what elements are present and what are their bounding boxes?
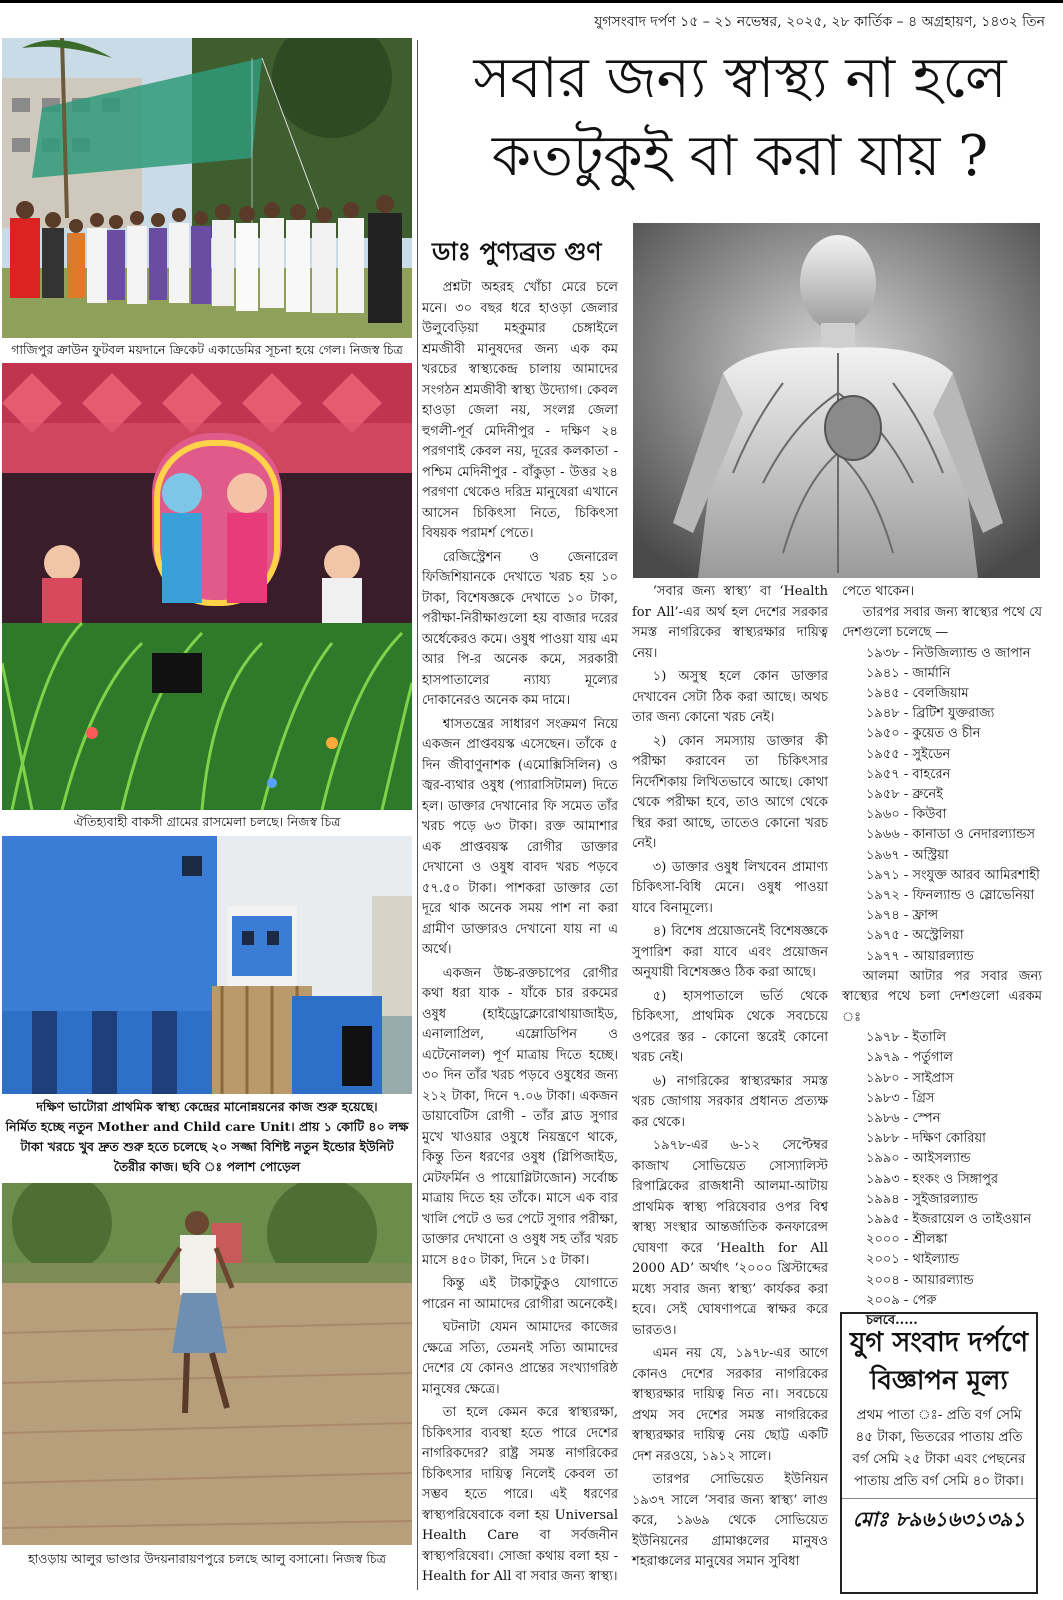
photo-caption-health-centre: দক্ষিণ ভাটোরা প্রাথমিক স্বাস্থ্য কেন্দ্রের মানোন্নয়নের কাজ শুরু হয়েছে। নির্মিত হচ্ছে নতুন Mother and Child care Unit। প্রায় ১ কোটি ৪০ লক্ষ টাকা খরচে খুব দ্রুত শুরু হতে চলেছে ২০ সজ্জা বিশিষ্ট নতুন ইন্ডোর ইউনিট তৈরীর কাজ। ছবি ঃ পলাশ পোড়েল xyxy=(5,1099,409,1174)
article-paragraph: কিন্তু এই টাকাটুকুও যোগাতে পারেন না আমাদের রোগীরা অনেকেই। xyxy=(422,1276,618,1312)
country-list-item: ১৯৫৮ - ব্রুনেই xyxy=(866,786,943,802)
country-list-item: ১৯৯৩ - হংকং ও সিঙ্গাপুর xyxy=(866,1171,999,1187)
country-list-item: ১৯৪৫ - বেলজিয়াম xyxy=(866,685,969,701)
article-paragraph: ১৯৭৮-এর ৬-১২ সেপ্টেম্বর কাজাখ সোভিয়েত সোস্যালিস্ট রিপাব্লিকের রাজধানী আলমা-আটায় প্রাথমিক স্বাস্থ্য পরিষেবার ওপর বিশ্ব স্বাস্থ্য সংস্থার আন্তর্জাতিক কনফারেন্স ঘোষণা করে ‘Health for All 2000 AD’ অর্থাৎ ‘২০০০ খ্রিস্টাব্দের মধ্যে সবার জন্য স্বাস্থ্য’ কার্যকর করা হবে। সেই ঘোষণাপত্রে স্বাক্ষর করে ভারতও। xyxy=(632,1138,828,1338)
headline xyxy=(425,40,1055,196)
article-paragraph: প্রশ্নটা অহরহ খোঁচা মেরে চলে মনে। ৩০ বছর ধরে হাওড়া জেলার উলুবেড়িয়া মহকুমার চেঙ্গাইলে শ্রমজীবী মানুষদের জন্য এক কম খরচের স্বাস্থ্যকেন্দ্র চালায় আমাদের সংগঠন শ্রমজীবী স্বাস্থ্য উদ্যোগ। কেবল হাওড়া জেলা নয়, সংলগ্ন জেলা হুগলী-পূর্ব মেদিনীপুর - দক্ষিণ ২৪ পরগণাই কেবল নয়, দূরের কলকাতা - পশ্চিম মেদিনীপুর - বাঁকুড়া - উত্তর ২৪ পরগণা থেকেও দরিদ্র মানুষেরা এখানে আসেন চিকিৎসা নিতে, চিকিৎসা বিষয়ক পরামর্শ পেতে। xyxy=(422,280,618,541)
advertisement-rate-box xyxy=(840,1312,1038,1594)
country-list-item: ২০০১ - থাইল্যান্ড xyxy=(866,1252,960,1268)
country-list-item: ১৯৫০ - কুয়েত ও চীন xyxy=(866,726,981,742)
country-list-item: ১৯৭৭ - আয়ারল্যান্ড xyxy=(866,948,974,964)
country-list-item: ১৯৪৮ - ব্রিটিশ যুক্তরাজ্য xyxy=(866,706,995,722)
masthead-line: যুগসংবাদ দর্পণ ১৫ – ২১ নভেম্বর, ২০২৫, ২৮ কার্তিক – ৪ অগ্রহায়ণ, ১৪৩২ তিন xyxy=(594,14,1045,30)
article-paragraph: ‘সবার জন্য স্বাস্থ্য’ বা ‘Health for All’-এর অর্থ হল দেশের সরকার সমস্ত নাগরিকের স্বাস্থ্যরক্ষার দায়িত্ব নেয়। xyxy=(632,584,828,661)
country-list-item: ১৯৯৪ - সুইজারল্যান্ড xyxy=(866,1191,978,1207)
country-list-item: ১৯৫৭ - বাহরেন xyxy=(866,766,951,782)
country-list-before xyxy=(842,644,1042,967)
photo-caption: হাওড়ায় আলুর ভাণ্ডার উদয়নারায়ণপুরে চলছে আলু বসানো। নিজস্ব চিত্র xyxy=(28,1551,386,1566)
ad-body: প্রথম পাতা ঃ- প্রতি বর্গ সেমি ৪৫ টাকা, ভিতরের পাতায় প্রতি বর্গ সেমি ২৫ টাকা এবং পেছনের পাতায় প্রতি বর্গ সেমি ৪০ টাকা। xyxy=(852,1407,1026,1489)
article-paragraph: ৬) নাগরিকের স্বাস্থ্যরক্ষার সমস্ত খরচ জোগায় সরকার প্রধানত প্রত্যক্ষ কর থেকে। xyxy=(632,1073,828,1130)
country-list-item: ১৯৭৫ - অস্ট্রেলিয়া xyxy=(866,928,964,944)
byline: ডাঃ পুণ্যব্রত গুণ xyxy=(432,237,602,266)
ad-title: যুগ সংবাদ দর্পণে xyxy=(849,1327,1029,1358)
country-list-item: ১৯৯০ - আইসল্যান্ড xyxy=(866,1151,971,1167)
article-paragraph: ২) কোন সমস্যায় ডাক্তার কী পরীক্ষা করাবেন তা চিকিৎসার নির্দেশিকায় লিখিতভাবে আছে। কোথা থেকে পরীক্ষা হবে, তাও আগে থেকে স্থির করা আছে, তাতেও কোনো খরচ নেই। xyxy=(632,733,828,851)
country-list-item: ১৯৮৩ - গ্রিস xyxy=(866,1090,935,1106)
article-paragraph: আলমা আটার পর সবার জন্য স্বাস্থ্যের পথে চলা দেশগুলো এরকম ঃ xyxy=(842,968,1042,1025)
country-list-item: ১৯৬৭ - অস্ট্রিয়া xyxy=(866,847,949,863)
country-list-item: ১৯৭৮ - ইতালি xyxy=(866,1030,947,1046)
country-list-item: ২০০৯ - পেরু xyxy=(866,1292,937,1308)
rasmela-idol-photo xyxy=(2,363,412,810)
article-paragraph: এমন নয় যে, ১৯৭৮-এর আগে কোনও দেশের সরকার নাগরিকের স্বাস্থ্যরক্ষার দায়িত্ব নিত না। সবচেয়ে প্রথম সব দেশের সমস্ত নাগরিকের স্বাস্থ্যরক্ষার দায়িত্ব নেয় ছোট্ট একটি দেশ নরওয়ে, ১৯১২ সালে। xyxy=(632,1346,828,1464)
farmer-potato-field-photo xyxy=(2,1183,412,1545)
ad-phone: মোঃ ৮৯৬১৬৩১৩৯১ xyxy=(842,1498,1036,1538)
country-list-item: ২০০৪ - আয়ারল্যান্ড xyxy=(866,1272,974,1288)
article-paragraph: শ্বাসতন্ত্রের সাধারণ সংক্রমণ নিয়ে একজন প্রাপ্তবয়স্ক এসেছেন। তাঁকে ৫ দিন জীবাণুনাশক (এমোক্সিসিলিন) ও জ্বর-ব্যথার ওষুধ (প্যারাসিটামল) দিতে হল। ডাক্তার দেখানোর ফি সমেত তাঁর খরচ পড়ে ৬৩ টাকা। রক্ত আমাশার এক প্রাপ্তবয়স্ক রোগীর ডাক্তার দেখানো ও ওষুধ বাবদ খরচ পড়বে ৫৭.৫০ টাকা। পাশকরা ডাক্তার তো দূরে থাক অনেক সময় পাশ না করা গ্রামীণ ডাক্তারও দেখানো যায় না এ অর্থে। xyxy=(422,716,618,957)
country-list-item: ১৯৬৬ - কানাডা ও নেদারল্যান্ডস xyxy=(866,827,1035,843)
human-anatomy-illustration xyxy=(633,223,1040,578)
health-centre-building-photo xyxy=(2,836,412,1094)
article-paragraph: একজন উচ্চ-রক্তচাপের রোগীর কথা ধরা যাক - যাঁকে চার রকমের ওষুধ (হাইড্রোক্লোরোথায়াজাইড, এনালাপ্রিল, এম্লোডিপিন ও এটেনোলল) পূর্ণ মাত্রায় দিতে হচ্ছে। ৩০ দিন তাঁর খরচ পড়বে ওষুধের জন্য ২১২ টাকা, দিনে ৭.০৬ টাকা। একজন ডায়াবেটিস রোগী - তাঁর ব্লাড সুগার মুখে খাওয়ার ওষুধে নিয়ন্ত্রণে থাকে, কিন্তু তিন ধরণের ওষুধ (গ্লিপিজাইড, মেটফর্মিন ও পায়োগ্লিটাজোন) সর্বোচ্চ মাত্রায় দিতে হয় তাঁকে। মাসে এক বার খালি পেটে ও ভর পেটে সুগার পরীক্ষা, ডাক্তার দেখানো ও ওষুধ সহ তাঁর খরচ মাসে ৪৫০ টাকা, দিনে ১৫ টাকা। xyxy=(422,965,618,1268)
photo-caption: ঐতিহ্যবাহী বাকসী গ্রামের রাসমেলা চলছে। নিজস্ব চিত্র xyxy=(73,814,341,829)
country-list-item: ১৯৩৮ - নিউজিল্যান্ড ও জাপান xyxy=(866,645,1031,661)
headline-line-1: সবার জন্য স্বাস্থ্য না হলে xyxy=(473,46,1007,111)
headline-line-2: কতটুকুই বা করা যায় ? xyxy=(491,124,989,189)
country-list-item: ১৯৬০ - কিউবা xyxy=(866,807,947,823)
country-list-item: ১৯৭৪ - ফ্রান্স xyxy=(866,908,939,924)
country-list-item: ১৯৭১ - সংযুক্ত আরব আমিরশাহী xyxy=(866,867,1040,883)
country-list-item: ১৯৯৫ - ইজরায়েল ও তাইওয়ান xyxy=(866,1212,1032,1228)
article-paragraph: ৪) বিশেষ প্রয়োজনেই বিশেষজ্ঞকে সুপারিশ করা যাবে এবং প্রয়োজন অনুযায়ী বিশেষজ্ঞও ঠিক করা আছে। xyxy=(632,924,828,980)
article-paragraph: ঘটনাটা যেমন আমাদের কাজের ক্ষেত্রে সত্যি, তেমনই সত্যি আমাদের দেশের যে কোনও প্রান্তের সংখ্যাগরিষ্ঠ মানুষের ক্ষেত্রে। xyxy=(422,1320,618,1397)
country-list-item: ১৯৮৮ - দক্ষিণ কোরিয়া xyxy=(866,1131,986,1147)
article-paragraph: ১) অসুস্থ হলে কোন ডাক্তার দেখাবেন সেটা ঠিক করা আছে। অথচ তার জন্য কোনো খরচ নেই। xyxy=(632,669,828,725)
article-column-2 xyxy=(632,582,828,1576)
article-paragraph: তারপর সোভিয়েত ইউনিয়ন ১৯৩৭ সালে ‘সবার জন্য স্বাস্থ্য’ লাগু করে, ১৯৬৯ থেকে সোভিয়েত ইউনিয়নের গ্রামাঞ্চলের মানুষও শহরাঞ্চলের মানুষের সমান সুবিধা xyxy=(632,1472,828,1569)
country-list-item: ১৯৫৫ - সুইডেন xyxy=(866,746,951,762)
cricket-team-photo xyxy=(2,38,412,338)
country-list-item: ২০০০ - শ্রীলঙ্কা xyxy=(866,1232,948,1248)
article-column-3 xyxy=(842,582,1042,1332)
country-list-item: ১৯৮০ - সাইপ্রাস xyxy=(866,1070,954,1086)
country-list-item: ১৯৮৬ - স্পেন xyxy=(866,1111,941,1127)
ad-subtitle: বিজ্ঞাপন মূল্য xyxy=(870,1366,1008,1396)
article-paragraph: ৫) হাসপাতালে ভর্তি থেকে চিকিৎসা, প্রাথমিক থেকে সবচেয়ে ওপরের স্তর - কোনো স্তরেই কোনো খরচ নেই। xyxy=(632,988,828,1065)
article-paragraph: পেতে থাকেন। xyxy=(842,584,915,599)
photo-caption: গাজিপুর ক্রাউন ফুটবল ময়দানে ক্রিকেট একাডেমির সূচনা হয়ে গেল। নিজস্ব চিত্র xyxy=(11,342,403,357)
country-list-item: ১৯৪১ - জার্মানি xyxy=(866,665,951,681)
article-paragraph: রেজিস্ট্রেশন ও জেনারেল ফিজিশিয়ানকে দেখাতে খরচ হয় ১০ টাকা, বিশেষজ্ঞকে দেখাতে ১০ টাকা, পরীক্ষা-নিরীক্ষাগুলো হয় বাজার দরের অর্ধেকেরও কমে। ওষুধ পাওয়া যায় এম আর পি-র অনেক কমে, সরকারী হাসপাতালের ন্যায্য মূল্যের দোকানেরও অনেক কম দামে। xyxy=(422,549,618,708)
column-divider xyxy=(417,40,418,1590)
country-list-item: ১৯৭৯ - পর্তুগাল xyxy=(866,1050,953,1066)
article-paragraph: তা হলে কেমন করে স্বাস্থ্যরক্ষা, চিকিৎসার ব্যবস্থা হতে পারে দেশের নাগরিকদের? রাষ্ট্র সমস্ত নাগরিকের চিকিৎসার দায়িত্ব নিলেই কেবল তা সম্ভব হতে পারে। এই ধরণের স্বাস্থ্যপরিষেবাকে বলা হয় Universal Health Care বা সর্বজনীন স্বাস্থ্যপরিষেবা। সোজা কথায় বলা হয় - Health for All বা সবার জন্য স্বাস্থ্য। xyxy=(422,1405,618,1584)
masthead xyxy=(0,0,1063,36)
article-paragraph: তারপর সবার জন্য স্বাস্থ্যের পথে যে দেশগুলো চলেছে — xyxy=(842,604,1042,640)
continued-label: চলবে..... xyxy=(866,1313,918,1329)
article-column-1 xyxy=(422,278,618,1591)
country-list-after xyxy=(842,1028,1042,1311)
article-paragraph: ৩) ডাক্তার ওষুধ লিখবেন প্রামাণ্য চিকিৎসা-বিধি মেনে। ওষুধ পাওয়া যাবে বিনামূল্যে। xyxy=(632,859,828,916)
country-list-item: ১৯৭২ - ফিনল্যান্ড ও স্লোভেনিয়া xyxy=(866,887,1035,903)
